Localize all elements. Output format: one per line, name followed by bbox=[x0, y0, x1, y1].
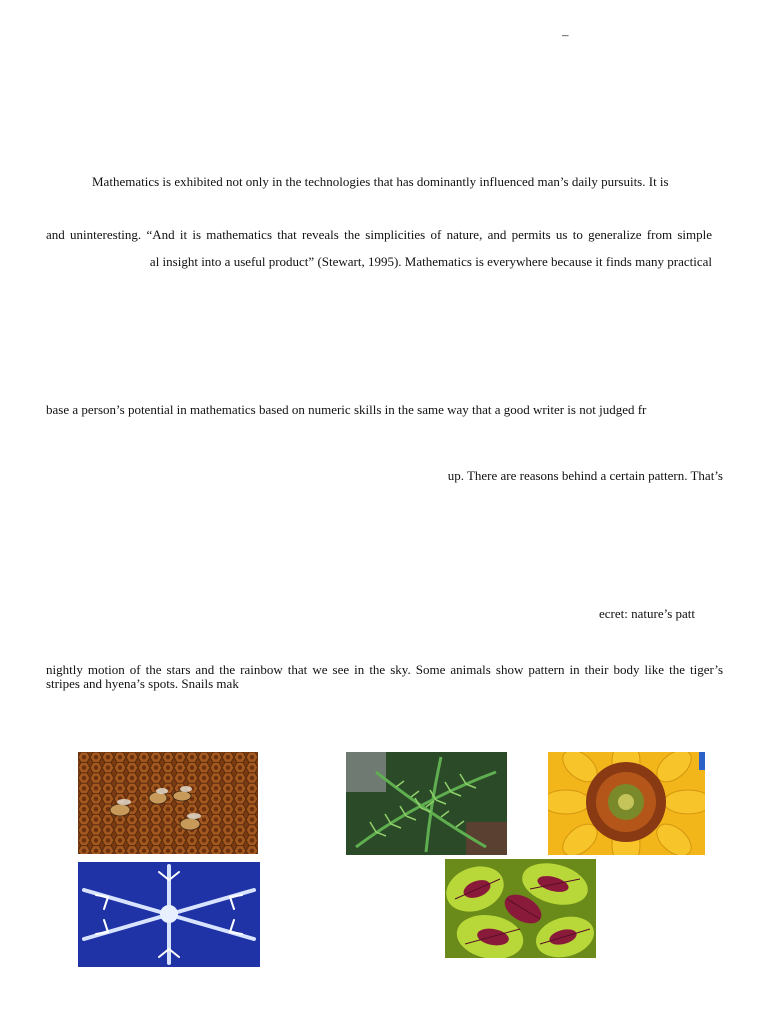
paragraph-line-6: ecret: nature’s patt bbox=[599, 606, 696, 621]
paragraph-line-7: nightly motion of the stars and the rainbow that we see in the sky. Some animals show pattern in their body like the tiger’s bbox=[46, 662, 723, 677]
sunflower-image bbox=[548, 752, 705, 855]
paragraph-line-4: base a person’s potential in mathematics based on numeric skills in the same way that a good writer is not judged fr bbox=[46, 402, 647, 417]
paragraph-line-1: Mathematics is exhibited not only in the technologies that has dominantly influenced man’s daily pursuits. It is bbox=[92, 174, 669, 189]
paragraph-line-2: and uninteresting. “And it is mathematics that reveals the simplicities of nature, and permits us to generalize from simple bbox=[46, 227, 712, 242]
paragraph-line-8: stripes and hyena’s spots. Snails mak bbox=[46, 676, 239, 691]
paragraph-line-3: al insight into a useful product” (Stewart, 1995). Mathematics is everywhere because it finds many practical bbox=[149, 254, 712, 269]
paragraph-line-5: up. There are reasons behind a certain pattern. That’s bbox=[447, 468, 723, 483]
snowflake-image bbox=[78, 862, 260, 967]
page-dash: – bbox=[562, 27, 569, 42]
honeycomb-image bbox=[78, 752, 258, 854]
coleus-image bbox=[445, 859, 596, 958]
fern-image bbox=[346, 752, 507, 855]
